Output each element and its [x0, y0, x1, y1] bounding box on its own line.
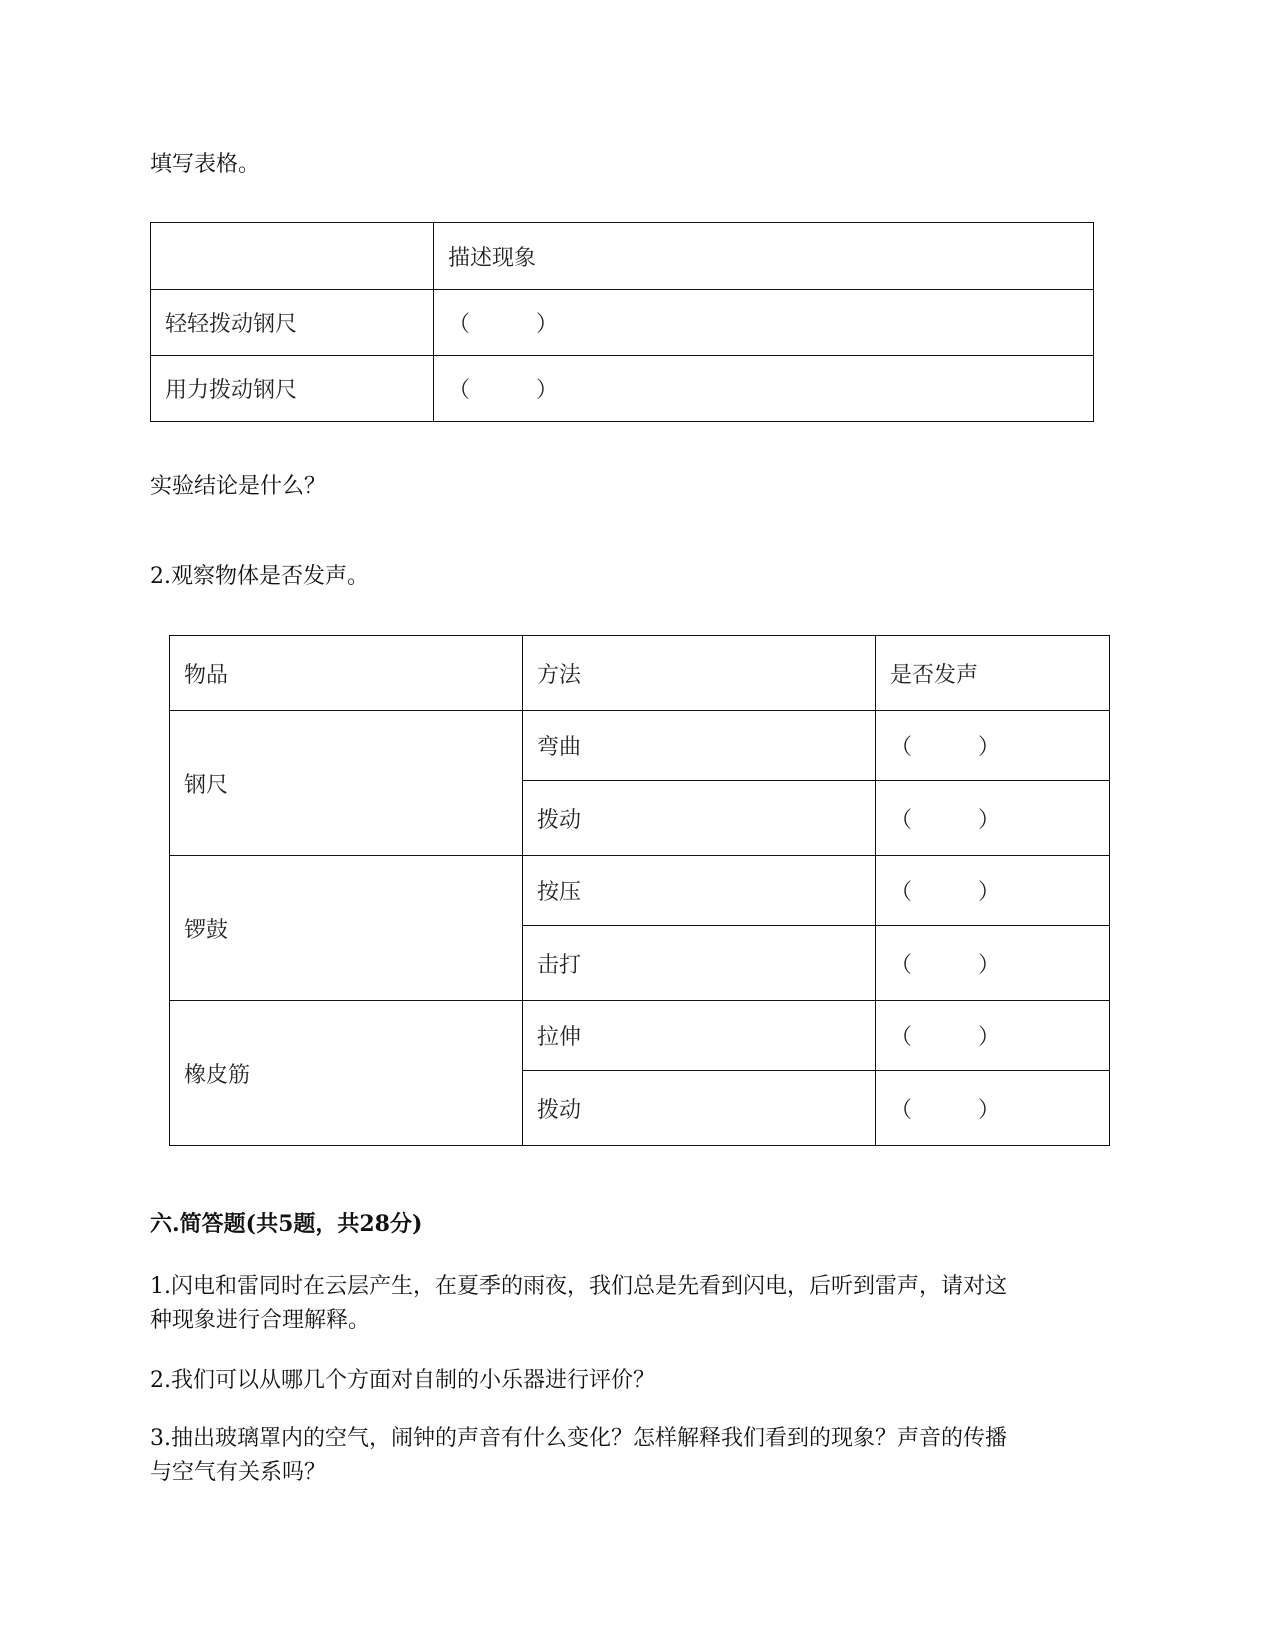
answer-blank[interactable]: （ ） — [434, 290, 1094, 356]
table-header-cell: 是否发声 — [876, 636, 1110, 711]
answer-blank[interactable]: （ ） — [876, 1001, 1110, 1071]
answer-blank[interactable]: （ ） — [876, 926, 1110, 1001]
intro-text: 填写表格。 — [150, 152, 261, 177]
table-row — [170, 1001, 1110, 1071]
table-header-cell: 方法 — [523, 636, 876, 711]
section-6-heading: 六.简答题(共5题，共28分) — [150, 1211, 423, 1237]
table-row — [170, 856, 1110, 926]
answer-blank[interactable]: （ ） — [876, 711, 1110, 781]
row-label: 用力拨动钢尺 — [151, 356, 434, 422]
table-header-row — [151, 223, 1094, 290]
table-row — [151, 290, 1094, 356]
question-2-title: 2.观察物体是否发声。 — [150, 564, 369, 589]
short-answer-q2: 2.我们可以从哪几个方面对自制的小乐器进行评价？ — [150, 1368, 655, 1393]
answer-blank[interactable]: （ ） — [876, 1071, 1110, 1146]
table-row — [151, 356, 1094, 422]
method-cell: 按压 — [523, 856, 876, 926]
conclusion-question: 实验结论是什么？ — [150, 474, 327, 499]
item-cell: 锣鼓 — [170, 856, 523, 1001]
short-answer-q1-line1: 1.闪电和雷同时在云层产生，在夏季的雨夜，我们总是先看到闪电，后听到雷声，请对这 — [150, 1274, 1007, 1299]
answer-blank[interactable]: （ ） — [876, 856, 1110, 926]
method-cell: 拉伸 — [523, 1001, 876, 1071]
table-header-cell: 物品 — [170, 636, 523, 711]
short-answer-q1-line2: 种现象进行合理解释。 — [150, 1308, 371, 1333]
table-header-row — [170, 636, 1110, 711]
row-label: 轻轻拨动钢尺 — [151, 290, 434, 356]
phenomenon-table — [150, 222, 1094, 422]
method-cell: 弯曲 — [523, 711, 876, 781]
answer-blank[interactable]: （ ） — [876, 781, 1110, 856]
item-cell: 橡皮筋 — [170, 1001, 523, 1146]
sound-observation-table — [169, 635, 1110, 1146]
item-cell: 钢尺 — [170, 711, 523, 856]
table-row — [170, 711, 1110, 781]
table-header-cell: 描述现象 — [434, 223, 1094, 290]
short-answer-q3-line1: 3.抽出玻璃罩内的空气，闹钟的声音有什么变化？怎样解释我们看到的现象？声音的传播 — [150, 1426, 1007, 1451]
answer-blank[interactable]: （ ） — [434, 356, 1094, 422]
method-cell: 拨动 — [523, 1071, 876, 1146]
short-answer-q3-line2: 与空气有关系吗？ — [150, 1460, 327, 1485]
method-cell: 击打 — [523, 926, 876, 1001]
method-cell: 拨动 — [523, 781, 876, 856]
table-header-cell — [151, 223, 434, 290]
